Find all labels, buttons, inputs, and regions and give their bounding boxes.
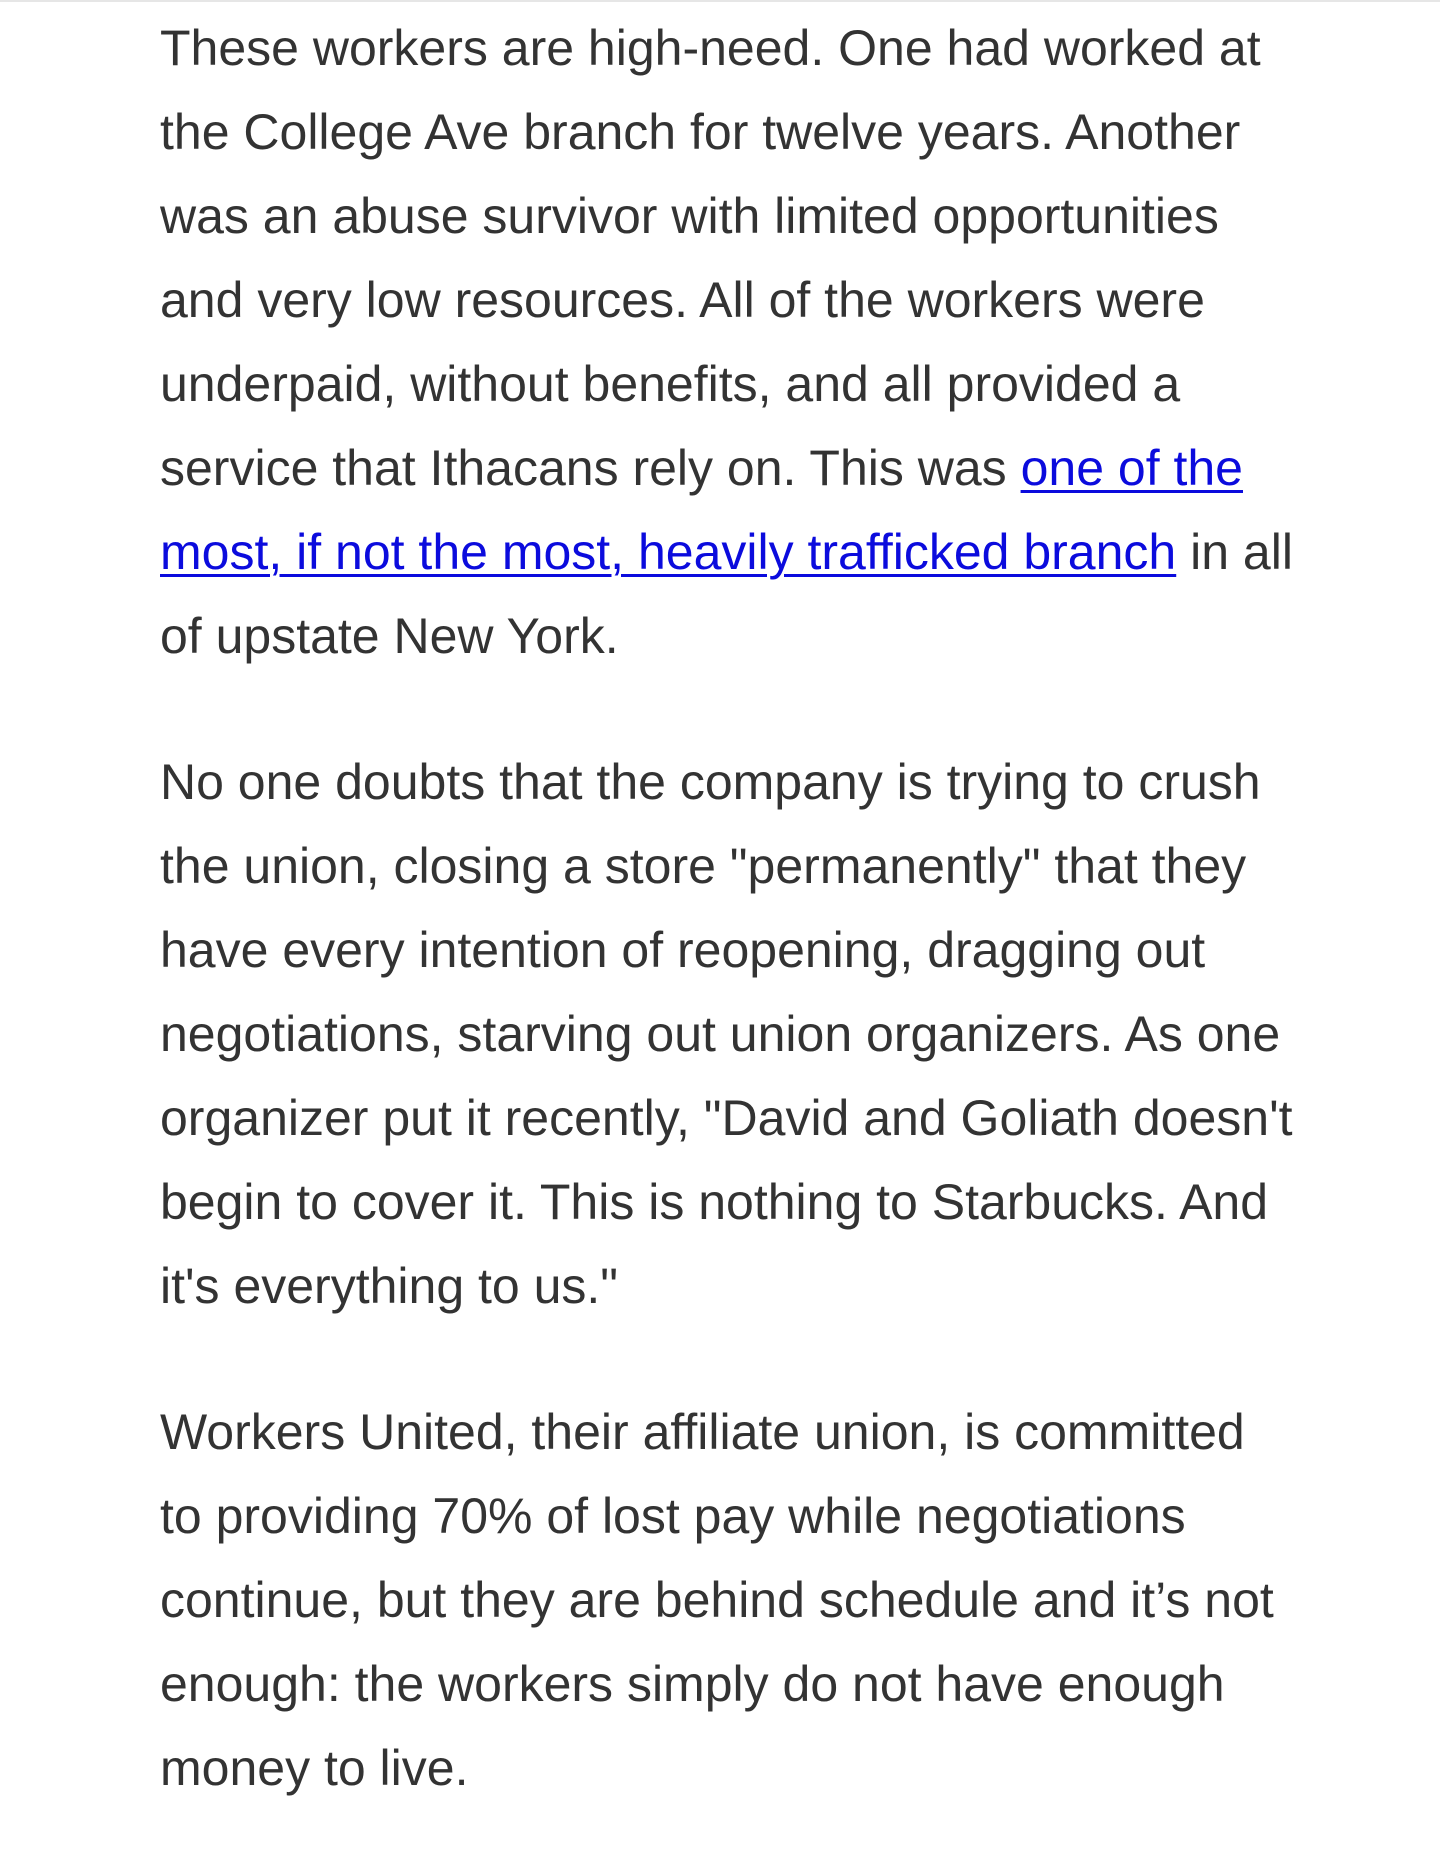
paragraph-text: These workers are high-need. One had worked at the College Ave branch for twelve years. Another was an abuse survivor with limited opportunities and very low resources. All of the workers were underpaid, without benefits, and all provided a service that Ithacans rely on. This was xyxy=(160,20,1261,496)
paragraph-workers-high-need xyxy=(160,6,1300,678)
paragraph-workers-united: Workers United, their affiliate union, is committed to providing 70% of lost pay while negotiations continue, but they are behind schedule and it’s not enough: the workers simply do not have enough money to live. xyxy=(160,1404,1274,1796)
article-body xyxy=(160,6,1300,1872)
paragraph-text: in all of upstate New York. xyxy=(160,524,1293,664)
top-divider xyxy=(0,0,1440,2)
paragraph-crush-union: No one doubts that the company is trying to crush the union, closing a store "permanently" that they have every intention of reopening, dragging out negotiations, starving out union organizers. As one organizer put it recently, "David and Goliath doesn't begin to cover it. This is nothing to Starbucks. And it's everything to us." xyxy=(160,754,1293,1314)
trafficked-branch-link[interactable]: one of the most, if not the most, heavily trafficked branch xyxy=(160,440,1243,580)
